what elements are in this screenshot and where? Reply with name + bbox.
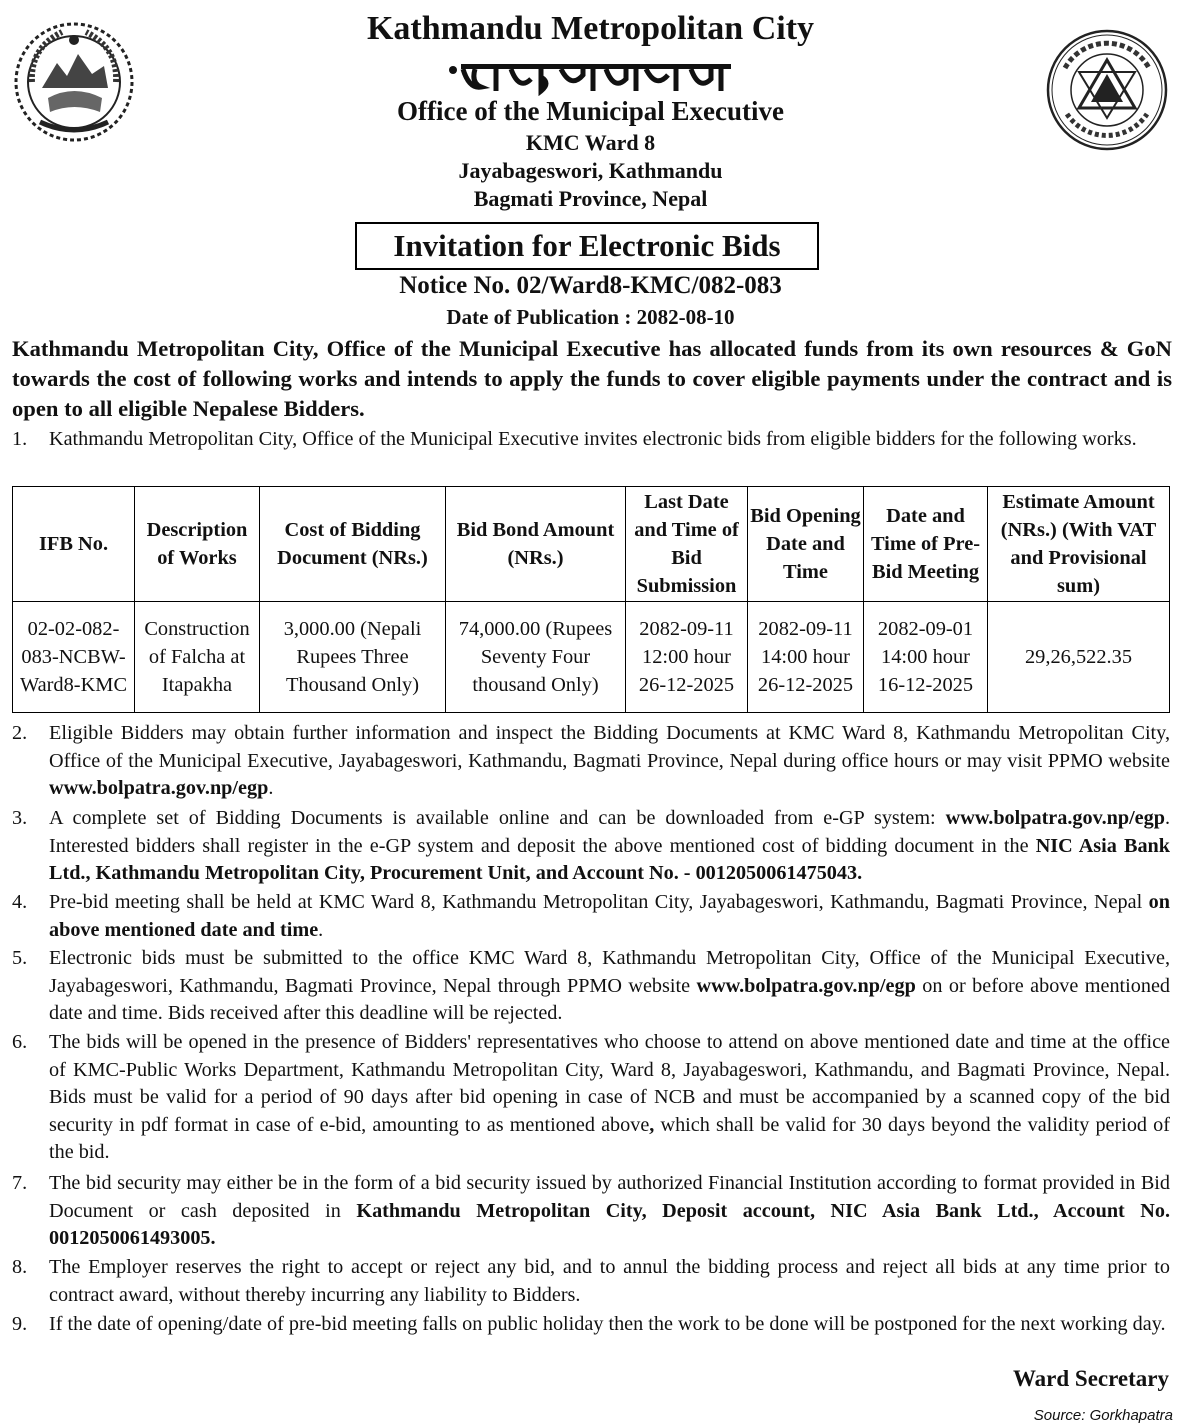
clause-bold: , bbox=[649, 1113, 655, 1136]
clause-bold: on above mentioned date and time bbox=[49, 891, 1170, 941]
notice-heading: Invitation for Electronic Bids bbox=[355, 222, 819, 270]
intro-paragraph: Kathmandu Metropolitan City, Office of the Municipal Executive has allocated funds from its own resources & GoN towards the cost of following works and intends to apply the funds to cover eligible payments under the contract and is open to all eligible Nepalese Bidders. bbox=[12, 336, 1172, 421]
clause-number: 6. bbox=[12, 1031, 28, 1053]
bank-account-text: NIC Asia Bank Ltd., Kathmandu Metropolitan City, Procurement Unit, and Account No. - 0012050061475043. bbox=[49, 834, 1170, 884]
cell-prebid: 2082-09-01 14:00 hour 16-12-2025 bbox=[864, 602, 988, 713]
clause-9 bbox=[12, 1311, 1170, 1339]
clause-tail: . bbox=[268, 777, 274, 799]
clause-number: 3. bbox=[12, 807, 28, 829]
works-table bbox=[12, 486, 1170, 713]
publication-date: Date of Publication : 2082-08-10 bbox=[446, 305, 735, 329]
table-header-row bbox=[13, 487, 1170, 602]
col-header-estimate: Estimate Amount (NRs.) (With VAT and Provisional sum) bbox=[988, 487, 1170, 602]
col-header-prebid: Date and Time of Pre-Bid Meeting bbox=[864, 487, 988, 602]
clause-text: If the date of opening/date of pre-bid meeting falls on public holiday then the work to be done will be postponed for the next working day. bbox=[49, 1313, 1166, 1335]
col-header-bid-bond: Bid Bond Amount (NRs.) bbox=[446, 487, 626, 602]
clause-4 bbox=[12, 889, 1170, 944]
clause-5 bbox=[12, 945, 1170, 1028]
col-header-ifb-no: IFB No. bbox=[13, 487, 135, 602]
clause-6 bbox=[12, 1029, 1170, 1167]
office-name: Office of the Municipal Executive bbox=[397, 96, 784, 126]
table-row bbox=[13, 602, 1170, 713]
ppmo-link[interactable]: www.bolpatra.gov.np/egp bbox=[696, 974, 916, 997]
clause-7 bbox=[12, 1170, 1170, 1253]
source-credit bbox=[1000, 1405, 1181, 1427]
deposit-account-text: Kathmandu Metropolitan City, Deposit account, NIC Asia Bank Ltd., Account No. 0012050061493005. bbox=[49, 1199, 1170, 1249]
clause-tail: . bbox=[318, 918, 324, 941]
cell-submission: 2082-09-11 12:00 hour 26-12-2025 bbox=[626, 602, 748, 713]
clause-3 bbox=[12, 805, 1170, 888]
clause-text-2: . Interested bidders shall register in the e-GP system and deposit the above mentioned cost of bidding document in the bbox=[49, 807, 1171, 857]
col-header-bid-doc-cost: Cost of Bidding Document (NRs.) bbox=[260, 487, 446, 602]
cell-opening: 2082-09-11 14:00 hour 26-12-2025 bbox=[748, 602, 864, 713]
source-text: Source: Gorkhapatra bbox=[1033, 1407, 1173, 1424]
cell-bid-doc-cost: 3,000.00 (Nepali Rupees Three Thousand Only) bbox=[260, 602, 446, 713]
cell-ifb-no: 02-02-082-083-NCBW-Ward8-KMC bbox=[13, 602, 135, 713]
ward-name: KMC Ward 8 bbox=[525, 130, 656, 155]
col-header-opening: Bid Opening Date and Time bbox=[748, 487, 864, 602]
signatory: Ward Secretary bbox=[1012, 1366, 1169, 1391]
clause-number: 8. bbox=[12, 1256, 28, 1278]
clause-number: 2. bbox=[12, 722, 28, 744]
clause-text: The Employer reserves the right to accept or reject any bid, and to annul the bidding process and reject all bids at any time prior to contract award, without thereby incurring any liability to Bidders. bbox=[49, 1256, 1170, 1306]
clause-text-2: which shall be valid for 30 days beyond the validity period of the bid. bbox=[49, 1113, 1170, 1163]
clause-number: 5. bbox=[12, 947, 28, 969]
clause-text-2: on or before above mentioned date and time. Bids received after this deadline will be rejected. bbox=[49, 974, 1171, 1024]
clause-1 bbox=[12, 426, 1170, 454]
clause-8 bbox=[12, 1254, 1170, 1309]
notice-number: Notice No. 02/Ward8-KMC/082-083 bbox=[399, 272, 782, 299]
clause-text: A complete set of Bidding Documents is available online and can be downloaded from e-GP system: bbox=[49, 807, 936, 829]
clause-number: 7. bbox=[12, 1172, 28, 1194]
clause-text: Pre-bid meeting shall be held at KMC Ward 8, Kathmandu Metropolitan City, Jayabageswori, Kathmandu, Bagmati Province, Nepal bbox=[49, 891, 1143, 913]
clause-text: Electronic bids must be submitted to the office KMC Ward 8, Kathmandu Metropolitan City, Office of the Municipal Executive, Jayabageswori, Kathmandu, Bagmati Province, Nepal through PPMO website bbox=[49, 947, 1170, 997]
clause-text: The bid security may either be in the form of a bid security issued by authorized Financial Institution according to format provided in Bid Document or cash deposited in bbox=[49, 1172, 1170, 1222]
nepali-script-icon bbox=[441, 60, 741, 96]
col-header-description: Description of Works bbox=[135, 487, 260, 602]
address-line-2: Bagmati Province, Nepal bbox=[473, 186, 708, 211]
cell-description: Construction of Falcha at Itapakha bbox=[135, 602, 260, 713]
cell-bid-bond: 74,000.00 (Rupees Seventy Four thousand Only) bbox=[446, 602, 626, 713]
clause-2 bbox=[12, 720, 1170, 803]
clause-text: Kathmandu Metropolitan City, Office of the Municipal Executive invites electronic bids from eligible bidders for the following works. bbox=[49, 428, 1137, 450]
clause-text: Eligible Bidders may obtain further information and inspect the Bidding Documents at KMC Ward 8, Kathmandu Metropolitan City, Office of the Municipal Executive, Jayabageswori, Kathmandu, Bagmati Province, Nepal during office hours or may visit PPMO website bbox=[49, 722, 1170, 772]
clause-number: 9. bbox=[12, 1313, 28, 1335]
address-line-1: Jayabageswori, Kathmandu bbox=[458, 158, 723, 183]
nepali-title-graphic bbox=[0, 60, 1181, 96]
col-header-submission: Last Date and Time of Bid Submission bbox=[626, 487, 748, 602]
cell-estimate: 29,26,522.35 bbox=[988, 602, 1170, 713]
egp-link[interactable]: www.bolpatra.gov.np/egp bbox=[945, 807, 1165, 829]
page-title: Kathmandu Metropolitan City bbox=[366, 10, 815, 47]
clause-text: The bids will be opened in the presence of Bidders' representatives who choose to attend on above mentioned date and time at the office of KMC-Public Works Department, Kathmandu Metropolitan City, Ward 8, Jayabageswori, Kathmandu, and Bagmati Province, Nepal. Bids must be valid for a period of 90 days after bid opening in case of NCB and must be accompanied by a scanned copy of the bid security in pdf format in case of e-bid, amounting to as mentioned above bbox=[49, 1031, 1170, 1136]
clause-number: 1. bbox=[12, 428, 28, 450]
ppmo-link[interactable]: www.bolpatra.gov.np/egp bbox=[49, 777, 269, 799]
clause-number: 4. bbox=[12, 891, 28, 913]
